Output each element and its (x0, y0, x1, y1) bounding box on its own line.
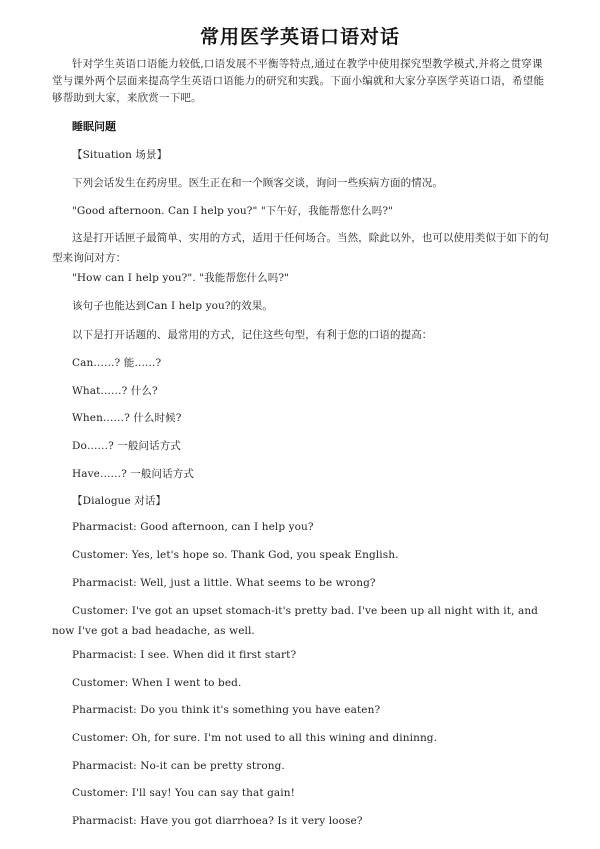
page-title: 常用医学英语口语对话 (199, 26, 400, 48)
alt-effect: 该句子也能达到Can I help you?的效果。 (72, 300, 274, 312)
dialogue-line: Customer: Oh, for sure. I'm not used to all this wining and dininng. (72, 732, 438, 744)
dialogue-line: Pharmacist: I see. When did it first start? (72, 649, 297, 661)
dialogue-line: Pharmacist: Have you got diarrhoea? Is it very loose? (72, 815, 363, 827)
pattern-item: What……? 什么? (72, 385, 158, 397)
situation-text: 下列会话发生在药房里。医生正在和一个顾客交谈，询问一些疾病方面的情况。 (72, 177, 443, 189)
dialogue-label: 【Dialogue 对话】 (72, 495, 167, 507)
dialogue-line: Pharmacist: Good afternoon, can I help you? (72, 521, 314, 533)
section-heading: 睡眠问题 (72, 120, 116, 133)
pattern-item: Can……? 能……? (72, 357, 162, 369)
greeting-line: "Good afternoon. Can I help you?" "下午好，我能帮您什么吗?" (72, 205, 394, 217)
dialogue-line: Customer: I've got an upset stomach-it's pretty bad. I've been up all night with it, and now I've got a bad headache, as well. (52, 605, 539, 637)
common-intro: 以下是打开话题的、最常用的方式，记住这些句型，有利于您的口语的提高： (72, 329, 433, 341)
pattern-item: When……? 什么时候? (72, 412, 182, 424)
pattern-item: Have……? 一般问话方式 (72, 468, 194, 480)
pattern-item: Do……? 一般问话方式 (72, 440, 181, 452)
dialogue-line: Customer: I'll say! You can say that gain! (72, 787, 295, 799)
dialogue-line: Pharmacist: Do you think it's something you have eaten? (72, 704, 381, 716)
intro-paragraph: 针对学生英语口语能力较低,口语发展不平衡等特点,通过在教学中使用探究型教学模式,并将之贯穿课堂与课外两个层面来提高学生英语口语能力的研究和实践。下面小编就和大家分享医学英语口语，希望能够帮助到大家，来欣赏一下吧。 (52, 58, 545, 104)
dialogue-line: Pharmacist: Well, just a little. What seems to be wrong? (72, 577, 376, 589)
dialogue-line: Pharmacist: No-it can be pretty strong. (72, 760, 285, 772)
dialogue-line: Customer: When I went to bed. (72, 677, 242, 689)
situation-label: 【Situation 场景】 (72, 149, 168, 161)
dialogue-line: Customer: Yes, let's hope so. Thank God, you speak English. (72, 549, 399, 561)
explanation-paragraph: 这是打开话匣子最简单、实用的方式，适用于任何场合。当然，除此以外，也可以使用类似于如下的句型来询问对方： (52, 232, 549, 264)
alt-question: "How can I help you?". "我能帮您什么吗?" (72, 272, 289, 284)
